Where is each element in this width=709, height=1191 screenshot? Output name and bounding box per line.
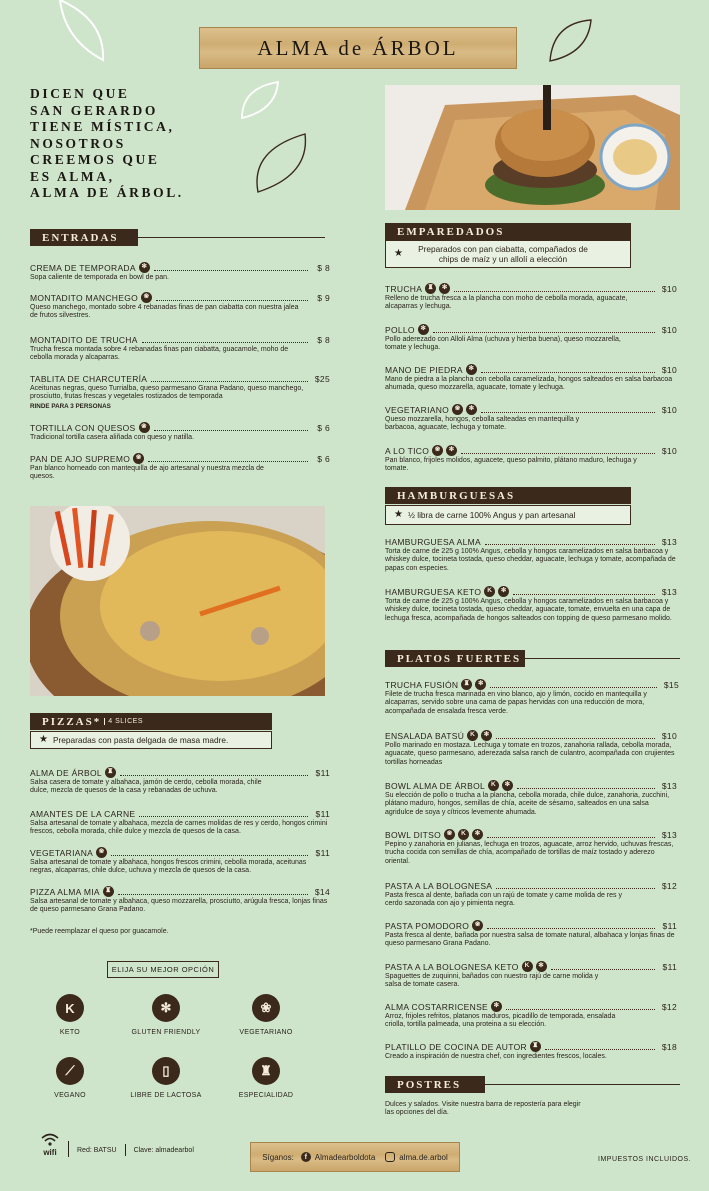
item-description: Pasta fresca al dente, bañada con un rajú de tomate y carne molida de res y cerdo sazonada con ajo y pimienta negra.	[385, 892, 622, 908]
gluten-free-icon: ✻	[466, 404, 477, 415]
tagline-line: TIENE MÍSTICA,	[30, 119, 175, 134]
item-name: PASTA A LA BOLOGNESA KETO	[385, 961, 519, 972]
gluten-free-icon: ✻	[536, 961, 547, 972]
item-description: Queso manchego, montado sobre 4 rebanadas finas de pan ciabatta con nuestra jalea de frutos silvestres.	[30, 304, 299, 320]
taxes-note: IMPUESTOS INCLUIDOS.	[598, 1156, 692, 1163]
vegetarian-icon: ❀	[252, 994, 280, 1022]
item-name: HAMBURGUESA ALMA	[385, 536, 481, 547]
menu-item	[30, 767, 330, 796]
item-name: MONTADITO DE TRUCHA	[30, 334, 138, 345]
item-description: Salsa artesanal de tomate y albahaca, mezcla de carnes molidas de res y cerdo, hongos crimini frescos, cebolla morada, chile dulce y mezcla de quesos de la casa.	[30, 820, 328, 836]
menu-item	[30, 334, 330, 363]
legend-item-especialidad	[221, 1057, 311, 1099]
star-icon: ★	[394, 248, 403, 259]
leader-dots	[551, 963, 655, 970]
wifi-label: wifi	[43, 1148, 57, 1157]
menu-item	[385, 445, 677, 474]
menu-item	[385, 586, 677, 623]
gluten-free-icon: ✻	[418, 324, 429, 335]
pizzas-title: PIZZAS*	[42, 715, 102, 728]
item-price: $18	[661, 1041, 677, 1052]
gluten-free-icon: ✻	[491, 1001, 502, 1012]
item-price: $10	[661, 445, 677, 456]
item-price: $14	[314, 886, 330, 897]
facebook-icon: f	[301, 1152, 311, 1162]
pizzas-footnote: *Puede reemplazar el queso por guacamole.	[30, 928, 169, 935]
item-description: Mano de piedra a la plancha con cebolla caramelizada, hongos salteados en salsa barbacoa ahumada, queso mozzarella, aguacate, tomate y lechuga.	[385, 376, 673, 392]
item-name: ENSALADA BATSÚ	[385, 730, 465, 741]
emparedados-title: EMPAREDADOS	[397, 225, 505, 238]
gluten-free-icon: ✻	[472, 829, 483, 840]
item-description: Pasta fresca al dente, bañada por nuestra salsa de tomate natural, albahaca y lonjas finas de queso parmesano Grana Padano.	[385, 932, 675, 948]
item-name: BOWL ALMA DE ÁRBOL	[385, 780, 486, 791]
menu-item	[30, 373, 330, 410]
legend-label: KETO	[59, 1029, 81, 1036]
item-description: Pan blanco, frijoles molidos, aguacete, queso palmito, plátano maduro, lechuga y tomate.	[385, 457, 637, 473]
item-price: $11	[315, 847, 330, 858]
menu-item	[385, 679, 679, 716]
item-description: Tradicional tortilla casera aliñada con queso y natilla.	[30, 434, 194, 441]
item-description: Aceitunas negras, queso Turrialba, queso parmesano Grana Padano, queso manchego, prosciutto, frutas frescas y vegetales rostizados de temporada	[30, 385, 304, 401]
menu-item	[385, 536, 677, 573]
item-price: $10	[661, 364, 677, 375]
vegetarian-icon: ❀	[133, 453, 144, 464]
item-name: PIZZA ALMA MIA	[30, 886, 100, 897]
item-name: MONTADITO MANCHEGO	[30, 292, 139, 303]
item-description: Pepino y zanahoria en julianas, lechuga en trozos, aguacate, arroz hervido, uchuvas frescas, trucha cocida con semillas de chía, acompañado de tortillas de maíz tostado y aderezo oriental.	[385, 841, 674, 865]
tagline-line: CREEMOS QUE	[30, 152, 160, 167]
keto-icon: K	[488, 780, 499, 791]
burger-photo	[385, 85, 680, 210]
item-price: $ 9	[317, 292, 330, 303]
leader-dots	[517, 782, 655, 789]
menu-item	[30, 262, 330, 282]
leader-dots	[487, 922, 655, 929]
item-price: $13	[661, 829, 677, 840]
vegetarian-icon: ❀	[432, 445, 443, 456]
item-name: ALMA COSTARRICENSE	[385, 1001, 489, 1012]
menu-item	[30, 422, 330, 442]
wifi-info	[40, 1133, 194, 1157]
item-price: $11	[662, 920, 677, 931]
item-price: $11	[662, 961, 677, 972]
item-price: $15	[663, 679, 679, 690]
item-description: Queso mozzarella, hongos, cebolla salteadas en mantequilla y barbacoa, aguacate, lechuga y tomate.	[385, 416, 580, 432]
legend-item-vegano	[25, 1057, 115, 1099]
vegetarian-icon: ❀	[472, 920, 483, 931]
item-name: PASTA POMODORO	[385, 920, 470, 931]
leader-dots	[496, 882, 655, 889]
pizza-photo	[30, 506, 325, 696]
entradas-heading	[30, 229, 138, 246]
leader-dots	[481, 406, 655, 413]
divider	[138, 237, 325, 238]
tagline	[30, 86, 230, 202]
menu-item	[385, 829, 677, 866]
menu-item	[30, 453, 330, 482]
instagram-handle[interactable]: alma.de.arbol	[399, 1152, 448, 1162]
menu-item	[385, 404, 677, 433]
page-title: ALMA de ÁRBOL	[257, 35, 459, 60]
item-description: Pollo aderezado con Alloli Alma (uchuva y hierba buena), queso mozzarella, tomate y lechuga.	[385, 336, 621, 352]
item-description: Filete de trucha fresca marinada en vino blanco, ajo y limón, cocido en mantequilla y alcaparras, servido sobre una cama de papas hervidas con una reducción de mora, acompañada de ensalada fresca verde.	[385, 691, 647, 715]
leaf-decoration	[548, 18, 593, 63]
item-description: Torta de carne de 225 g 100% Angus, cebolla y hongos caramelizados en salsa barbacoa y whiskey dulce, tocineta tostada, queso cheddar, aguacate, lechuga y tomate, acompañada de papas con especies.	[385, 548, 676, 572]
leader-dots	[142, 336, 308, 343]
leader-dots	[139, 810, 308, 817]
hamburguesas-note	[385, 505, 631, 525]
item-name: MANO DE PIEDRA	[385, 364, 463, 375]
specialty-icon: ♜	[461, 679, 472, 690]
item-name: PLATILLO DE COCINA DE AUTOR	[385, 1041, 527, 1052]
leaf-decoration	[240, 80, 280, 120]
entradas-title: ENTRADAS	[42, 231, 119, 244]
vegetarian-icon: ❀	[96, 847, 107, 858]
leader-dots	[148, 455, 308, 462]
item-price: $12	[661, 880, 677, 891]
note-text: ½ libra de carne 100% Angus y pan artesanal	[408, 510, 576, 520]
facebook-handle[interactable]: Almadearboldota	[314, 1152, 376, 1162]
postres-description: Dulces y salados. Visite nuestra barra de repostería para elegir las opciones del día.	[385, 1101, 581, 1117]
item-name: ALMA DE ÁRBOL	[30, 767, 102, 778]
vegetarian-icon: ❀	[139, 422, 150, 433]
wifi-icon	[40, 1133, 60, 1157]
keto-icon: K	[522, 961, 533, 972]
leader-dots	[496, 732, 655, 739]
emparedados-heading	[385, 223, 631, 240]
legend-item-keto	[25, 994, 115, 1036]
legend-label: LIBRE DE LACTOSA	[130, 1092, 202, 1099]
leader-dots	[461, 447, 655, 454]
leader-dots	[151, 375, 308, 382]
item-price: $ 6	[317, 453, 330, 464]
item-name: BOWL DITSO	[385, 829, 442, 840]
item-name: HAMBURGUESA KETO	[385, 586, 482, 597]
menu-item	[385, 730, 677, 767]
vegan-icon: ⟋	[56, 1057, 84, 1085]
item-price: $ 8	[317, 334, 330, 345]
specialty-icon: ♜	[530, 1041, 541, 1052]
leader-dots	[513, 588, 655, 595]
divider	[525, 658, 680, 659]
menu-item	[30, 847, 330, 876]
item-description: Arroz, frijoles refritos, platanos maduros, picadillo de temporada, ensalada criolla, tortilla palmeada, una proteina a su elección.	[385, 1013, 616, 1029]
item-price: $ 8	[317, 262, 330, 273]
leader-dots	[506, 1003, 655, 1010]
pizzas-subtitle: 4 SLICES	[104, 718, 143, 725]
item-name: TORTILLA CON QUESOS	[30, 422, 136, 433]
postres-heading	[385, 1076, 485, 1093]
menu-item	[385, 961, 677, 990]
gluten-free-icon: ✻	[152, 994, 180, 1022]
item-price: $10	[661, 283, 677, 294]
item-description: Creado a inspiración de nuestra chef, con ingredientes frescos, locales.	[385, 1053, 607, 1060]
item-description: Torta de carne de 225 g 100% Angus, cebolla y hongos caramelizados en salsa barbacoa y whiskey dulce, tocineta tostada, queso cheddar, aguacate, tomate, envuelta en una capa de lechuga fresca, acompañada de hongos salteados con topping de queso parmesano molido.	[385, 598, 672, 622]
specialty-icon: ♜	[252, 1057, 280, 1085]
note-text: Preparadas con pasta delgada de masa madre.	[53, 735, 229, 745]
item-description: Sopa caliente de temporada en bowl de pan.	[30, 274, 169, 281]
tagline-line: DICEN QUE	[30, 86, 130, 101]
leader-dots	[481, 366, 655, 373]
social-plank	[250, 1142, 460, 1172]
pizzas-heading	[30, 713, 272, 730]
menu-item	[385, 780, 677, 817]
item-price: $ 6	[317, 422, 330, 433]
item-name: CREMA DE TEMPORADA	[30, 262, 136, 273]
item-name: AMANTES DE LA CARNE	[30, 808, 136, 819]
legend-item-lactose-free	[121, 1057, 211, 1099]
legend-label: VEGANO	[54, 1092, 86, 1099]
gluten-free-icon: ✻	[502, 780, 513, 791]
item-name: PASTA A LA BOLOGNESA	[385, 880, 493, 891]
keto-icon: K	[484, 586, 495, 597]
gluten-free-icon: ✻	[439, 283, 450, 294]
item-price: $10	[661, 404, 677, 415]
star-icon: ★	[39, 734, 48, 745]
item-price: $13	[661, 780, 677, 791]
leader-dots	[154, 264, 308, 271]
leader-dots	[111, 849, 308, 856]
specialty-icon: ♜	[103, 886, 114, 897]
item-name: VEGETARIANO	[385, 404, 450, 415]
menu-item	[385, 364, 677, 393]
postres-title: POSTRES	[397, 1078, 462, 1091]
menu-item	[385, 324, 677, 353]
item-price: $25	[314, 373, 330, 384]
item-name: A LO TICO	[385, 445, 430, 456]
leader-dots	[487, 831, 655, 838]
legend-title: ELIJA SU MEJOR OPCIÓN	[111, 965, 215, 974]
keto-icon: K	[467, 730, 478, 741]
legend-label: ESPECIALIDAD	[238, 1092, 294, 1099]
item-price: $10	[661, 730, 677, 741]
leader-dots	[433, 326, 655, 333]
leader-dots	[485, 538, 655, 545]
menu-item	[385, 283, 677, 312]
note-text: Preparados con pan ciabatta, compañados de chips de maíz y un allolí a elección	[418, 244, 588, 264]
follow-label: Síganos:	[262, 1152, 294, 1162]
leader-dots	[545, 1043, 655, 1050]
wifi-password: Clave: almadearbol	[133, 1146, 194, 1154]
item-description: Relleno de trucha fresca a la plancha con moho de cebolla morada, aguacate, alcaparras y lechuga.	[385, 295, 628, 311]
item-name: TABLITA DE CHARCUTERÍA	[30, 373, 148, 384]
gluten-free-icon: ✻	[139, 262, 150, 273]
item-price: $11	[315, 767, 330, 778]
item-note: RINDE PARA 3 PERSONAS	[30, 402, 111, 410]
item-description: Salsa artesanal de tomate y albahaca, hongos frescos crimini, cebolla morada, aceitunas negras, alcaparras, chile dulce, uchuva y mezcla de quesos de la casa.	[30, 859, 307, 875]
menu-item	[385, 1001, 677, 1030]
vegetarian-icon: ❀	[141, 292, 152, 303]
leader-dots	[154, 424, 308, 431]
menu-item	[385, 1041, 677, 1061]
specialty-icon: ♜	[105, 767, 116, 778]
specialty-icon: ♜	[425, 283, 436, 294]
item-price: $13	[661, 536, 677, 547]
item-price: $12	[661, 1001, 677, 1012]
keto-icon: K	[458, 829, 469, 840]
menu-item	[30, 886, 330, 915]
item-description: Pan blanco horneado con mantequilla de ajo artesanal y nuestra mezcla de quesos.	[30, 465, 264, 481]
menu-item	[30, 292, 330, 321]
leaf-decoration	[55, 0, 110, 65]
pizzas-note	[30, 731, 272, 749]
item-name: TRUCHA	[385, 283, 423, 294]
platos-title: PLATOS FUERTES	[397, 652, 522, 665]
legend-item-gluten-friendly	[121, 994, 211, 1036]
hamburguesas-heading	[385, 487, 631, 504]
item-description: Salsa artesanal de tomate y albahaca, queso mozzarella, prosciutto, arúgula fresca, lonjas finas de queso parmesano Grana Padano.	[30, 898, 328, 914]
menu-item	[385, 880, 677, 909]
item-price: $11	[315, 808, 330, 819]
vegetarian-icon: ❀	[444, 829, 455, 840]
instagram-icon	[385, 1152, 395, 1162]
gluten-free-icon: ✻	[466, 364, 477, 375]
leader-dots	[118, 888, 308, 895]
lactose-free-icon: ▯	[152, 1057, 180, 1085]
menu-item	[30, 808, 330, 837]
tagline-line: SAN GERARDO	[30, 102, 158, 118]
keto-icon: K	[56, 994, 84, 1022]
wifi-network: Red: BATSU	[77, 1146, 117, 1154]
leader-dots	[454, 285, 655, 292]
item-description: Pollo marinado en mostaza. Lechuga y tomate en trozos, zanahoria rallada, cebolla morada, aguacate, queso parmesano, aderezada salsa ranch de culantro, acompañada con crujientes tortillas horneadas	[385, 742, 675, 766]
item-name: TRUCHA FUSIÓN	[385, 679, 459, 690]
tagline-line: ES ALMA,	[30, 168, 115, 184]
item-description: Trucha fresca montada sobre 4 rebanadas finas pan ciabatta, guacamole, moho de cebolla morada y alcaparras.	[30, 346, 289, 362]
item-description: Su elección de pollo o trucha a la plancha, cebolla morada, chile dulce, zanahoria, zucchini, plátano maduro, hongos, semillas de chía, aceite de sésamo, salteados en una salsa agridulce de soya y cítricos levemente ahumada.	[385, 792, 670, 816]
title-plank	[199, 27, 517, 69]
star-icon: ★	[394, 509, 403, 520]
leader-dots	[490, 681, 657, 688]
tagline-line: NOSOTROS	[30, 135, 126, 151]
legend-label: VEGETARIANO	[239, 1029, 293, 1036]
tagline-line: ALMA DE ÁRBOL.	[30, 185, 184, 200]
legend-item-vegetariano	[221, 994, 311, 1036]
hamburguesas-title: HAMBURGUESAS	[397, 489, 516, 502]
leader-dots	[156, 294, 308, 301]
gluten-free-icon: ✻	[475, 679, 486, 690]
item-name: PAN DE AJO SUPREMO	[30, 453, 131, 464]
item-name: VEGETARIANA	[30, 847, 94, 858]
vegetarian-icon: ❀	[452, 404, 463, 415]
item-description: Salsa casera de tomate y albahaca, jamón de cerdo, cebolla morada, chile dulce, mezcla de quesos de la casa y rebanadas de uchuva.	[30, 779, 262, 795]
platos-heading	[385, 650, 525, 667]
gluten-free-icon: ✻	[446, 445, 457, 456]
leader-dots	[120, 769, 308, 776]
leaf-decoration	[250, 130, 310, 195]
item-name: POLLO	[385, 324, 415, 335]
gluten-free-icon: ✻	[481, 730, 492, 741]
divider	[485, 1084, 680, 1085]
legend-label: GLUTEN FRIENDLY	[131, 1029, 201, 1036]
emparedados-note	[385, 240, 631, 268]
menu-item	[385, 920, 677, 949]
item-description: Spaguettes de zuquinni, bañados con nuestro rajú de carne molida y salsa de tomate casera.	[385, 973, 599, 989]
legend-title-box	[107, 961, 219, 978]
gluten-free-icon: ✻	[498, 586, 509, 597]
item-price: $13	[661, 586, 677, 597]
item-price: $10	[661, 324, 677, 335]
